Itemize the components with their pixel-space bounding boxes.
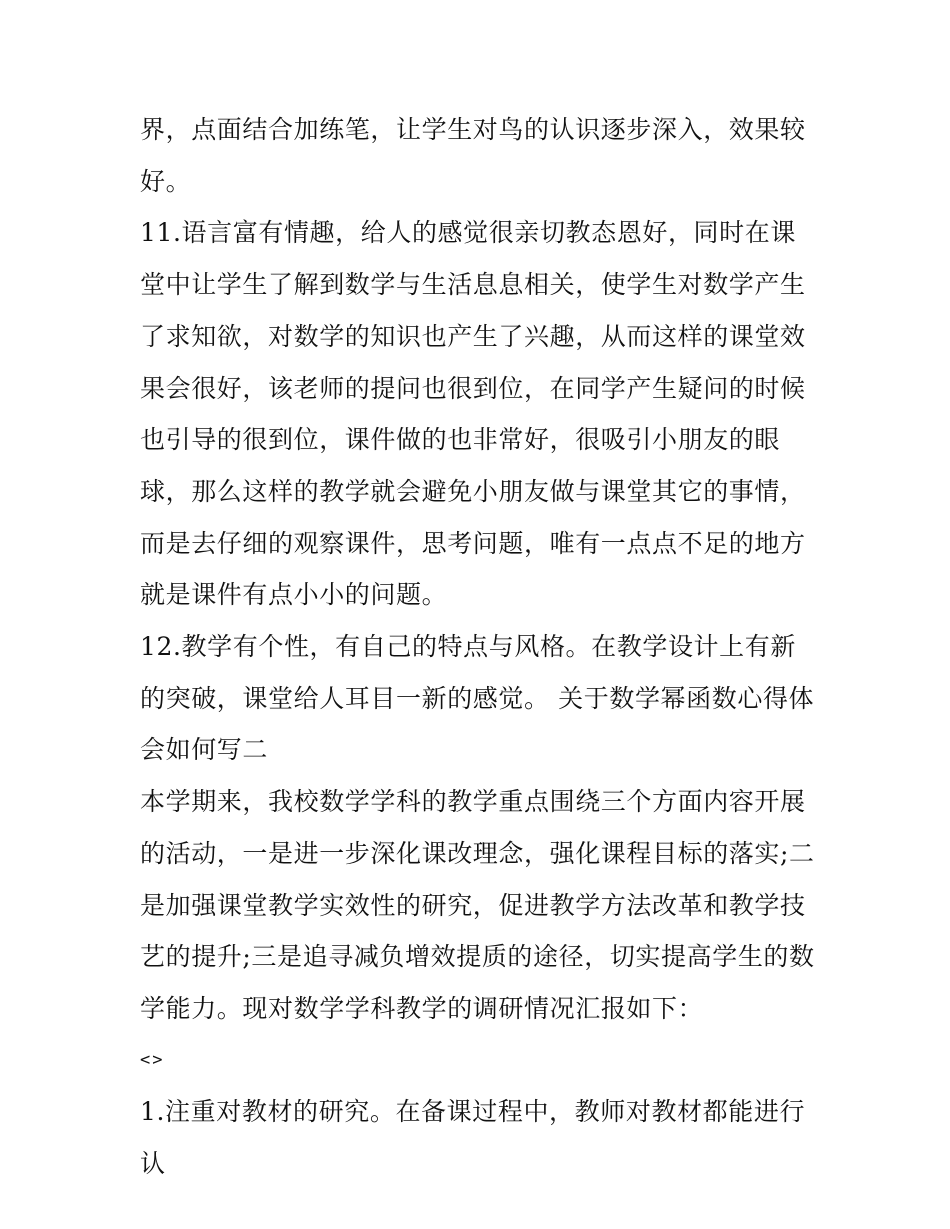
paragraph-point-11: 11.语言富有情趣，给人的感觉很亲切教态恩好，同时在课堂中让学生了解到数学与生活息息相关，使学生对数学产生了求知欲，对数学的知识也产生了兴趣，从而这样的课堂效果会很好，该老师的提问也很到位，在同学产生疑问的时候也引导的很到位，课件做的也非常好，很吸引小朋友的眼球，那么这样的教学就会避免小朋友做与课堂其它的事情，而是去仔细的观察课件，思考问题，唯有一点点不足的地方就是课件有点小小的问题。 xyxy=(140,218,806,610)
paragraph-semester-summary: 本学期来，我校数学学科的教学重点围绕三个方面内容开展的活动，一是进一步深化课改理念，强化课程目标的落实;二是加强课堂教学实效性的研究，促进教学方法改革和教学技艺的提升;三是追寻减负增效提质的途径，切实提高学生的数学能力。现对数学学科教学的调研情况汇报如下： xyxy=(140,787,815,1023)
paragraph-bird-teaching: 界，点面结合加练笔，让学生对鸟的认识逐步深入，效果较好。 xyxy=(140,115,806,196)
document-body xyxy=(140,104,816,1190)
paragraph-point-1: 1.注重对教材的研究。在备课过程中，教师对教材都能进行认 xyxy=(140,1097,806,1179)
paragraph-placeholder-marker: <> xyxy=(140,1049,165,1070)
paragraph-point-12: 12.教学有个性，有自己的特点与风格。在教学设计上有新的突破，课堂给人耳目一新的感觉。 关于数学幂函数心得体会如何写二 xyxy=(140,632,815,765)
